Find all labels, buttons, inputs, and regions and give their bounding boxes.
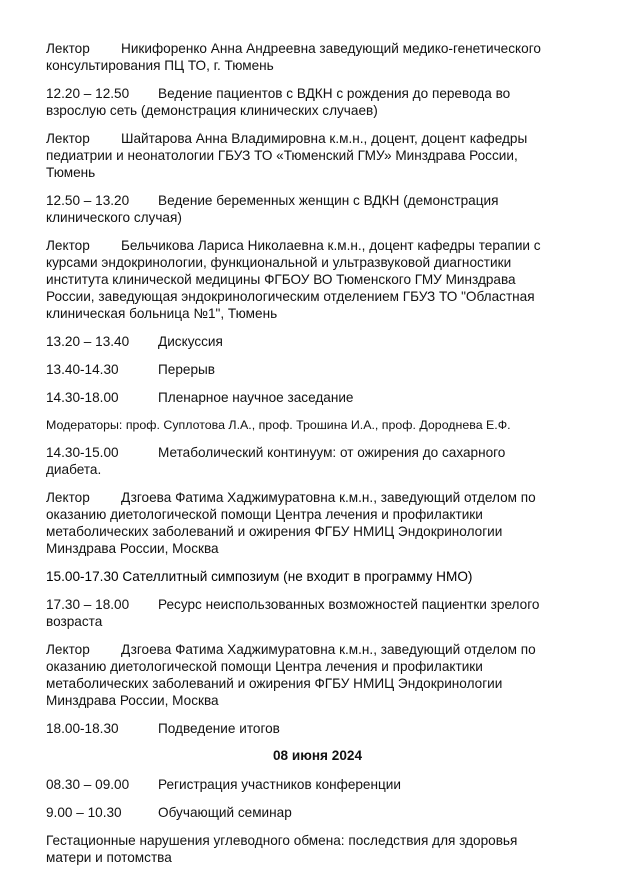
session-0900 xyxy=(46,804,606,821)
lecturer-text: метаболических заболеваний и ожирения ФГБУ НМИЦ Эндокринологии xyxy=(46,676,503,691)
lecturer-text: Шайтарова Анна Владимировна к.м.н., доцент, доцент кафедры xyxy=(121,131,528,146)
session-1320 xyxy=(46,333,606,350)
lecturer-text: Бельчикова Лариса Николаевна к.м.н., доцент кафедры терапии с xyxy=(121,238,541,253)
session-time: 18.00-18.30 xyxy=(46,721,119,736)
session-title: клинического случая) xyxy=(46,210,182,225)
seminar-topic xyxy=(46,832,606,866)
session-title: Обучающий семинар xyxy=(158,805,292,820)
day-heading: 08 июня 2024 xyxy=(272,748,363,763)
session-title: Метаболический континуум: от ожирения до сахарного xyxy=(158,445,506,460)
session-0830 xyxy=(46,776,606,793)
seminar-topic-text: матери и потомства xyxy=(46,850,172,865)
lecturer-block-belchikova xyxy=(46,237,606,322)
session-time: 13.20 – 13.40 xyxy=(46,334,130,349)
lecturer-label: Лектор xyxy=(46,238,90,253)
lecturer-text: оказанию диетологической помощи Центра лечения и профилактики xyxy=(46,659,483,674)
lecturer-block-dzgoeva-2 xyxy=(46,641,606,709)
lecturer-text: педиатрии и неонатологии ГБУЗ ТО «Тюменский ГМУ» Минздрава России, xyxy=(46,148,518,163)
lecturer-text: консультирования ПЦ ТО, г. Тюмень xyxy=(46,58,274,73)
moderators-text: Модераторы: проф. Суплотова Л.А., проф. Трошина И.А., проф. Дороднева Е.Ф. xyxy=(46,418,511,432)
session-time: 13.40-14.30 xyxy=(46,362,119,377)
session-title: взрослую сеть (демонстрация клинических случаев) xyxy=(46,103,378,118)
session-title: Пленарное научное заседание xyxy=(158,390,354,405)
session-title: Регистрация участников конференции xyxy=(158,777,401,792)
satellite-text: 15.00-17.30 Сателлитный симпозиум (не входит в программу НМО) xyxy=(46,569,473,584)
session-title: диабета. xyxy=(46,462,102,477)
session-title: Ведение беременных женщин с ВДКН (демонстрация xyxy=(158,193,499,208)
session-title: возраста xyxy=(46,614,103,629)
lecturer-block-dzgoeva-1 xyxy=(46,489,606,557)
session-time: 08.30 – 09.00 xyxy=(46,777,130,792)
lecturer-text: метаболических заболеваний и ожирения ФГБУ НМИЦ Эндокринологии xyxy=(46,524,503,539)
session-title: Перерыв xyxy=(158,362,216,377)
session-time: 14.30-18.00 xyxy=(46,390,119,405)
lecturer-label: Лектор xyxy=(46,41,90,56)
lecturer-text: курсами эндокринологии, функциональной и ультразвуковой диагностики xyxy=(46,255,512,270)
session-1430 xyxy=(46,444,606,478)
lecturer-text: Дзгоева Фатима Хаджимуратовна к.м.н., заведующий отделом по xyxy=(121,490,536,505)
lecturer-text: Минздрава России, Москва xyxy=(46,541,219,556)
session-1800 xyxy=(46,720,606,737)
lecturer-text: России, заведующая эндокринологическим отделением ГБУЗ ТО "Областная xyxy=(46,289,535,304)
session-title: Подведение итогов xyxy=(158,721,280,736)
session-time: 17.30 – 18.00 xyxy=(46,597,130,612)
lecturer-text: Тюмень xyxy=(46,165,96,180)
lecturer-text: Минздрава России, Москва xyxy=(46,693,219,708)
session-time: 12.50 – 13.20 xyxy=(46,193,130,208)
session-time: 12.20 – 12.50 xyxy=(46,86,130,101)
session-1340 xyxy=(46,361,606,378)
lecturer-label: Лектор xyxy=(46,642,90,657)
session-title: Ведение пациентов с ВДКН с рождения до перевода во xyxy=(158,86,511,101)
session-time: 14.30-15.00 xyxy=(46,445,119,460)
lecturer-label: Лектор xyxy=(46,490,90,505)
session-1730 xyxy=(46,596,606,630)
satellite-symposium xyxy=(46,568,606,585)
session-title: Ресурс неиспользованных возможностей пациентки зрелого xyxy=(158,597,540,612)
seminar-topic-text: Гестационные нарушения углеводного обмена: последствия для здоровья xyxy=(46,833,518,848)
session-title: Дискуссия xyxy=(158,334,223,349)
lecturer-text: института клинической медицины ФГБОУ ВО Тюменского ГМУ Минздрава xyxy=(46,272,516,287)
session-1250 xyxy=(46,192,606,226)
moderators-line xyxy=(46,417,606,434)
session-1220 xyxy=(46,85,606,119)
session-1430-plenary xyxy=(46,389,606,406)
lecturer-text: Дзгоева Фатима Хаджимуратовна к.м.н., заведующий отделом по xyxy=(121,642,536,657)
lecturer-text: оказанию диетологической помощи Центра лечения и профилактики xyxy=(46,507,483,522)
lecturer-block-shaitarova xyxy=(46,130,606,181)
lecturer-text: Никифоренко Анна Андреевна заведующий медико-генетического xyxy=(121,41,541,56)
lecturer-label: Лектор xyxy=(46,131,90,146)
lecturer-block-nikiforenko xyxy=(46,40,606,74)
session-time: 9.00 – 10.30 xyxy=(46,805,122,820)
lecturer-text: клиническая больница №1", Тюмень xyxy=(46,306,278,321)
